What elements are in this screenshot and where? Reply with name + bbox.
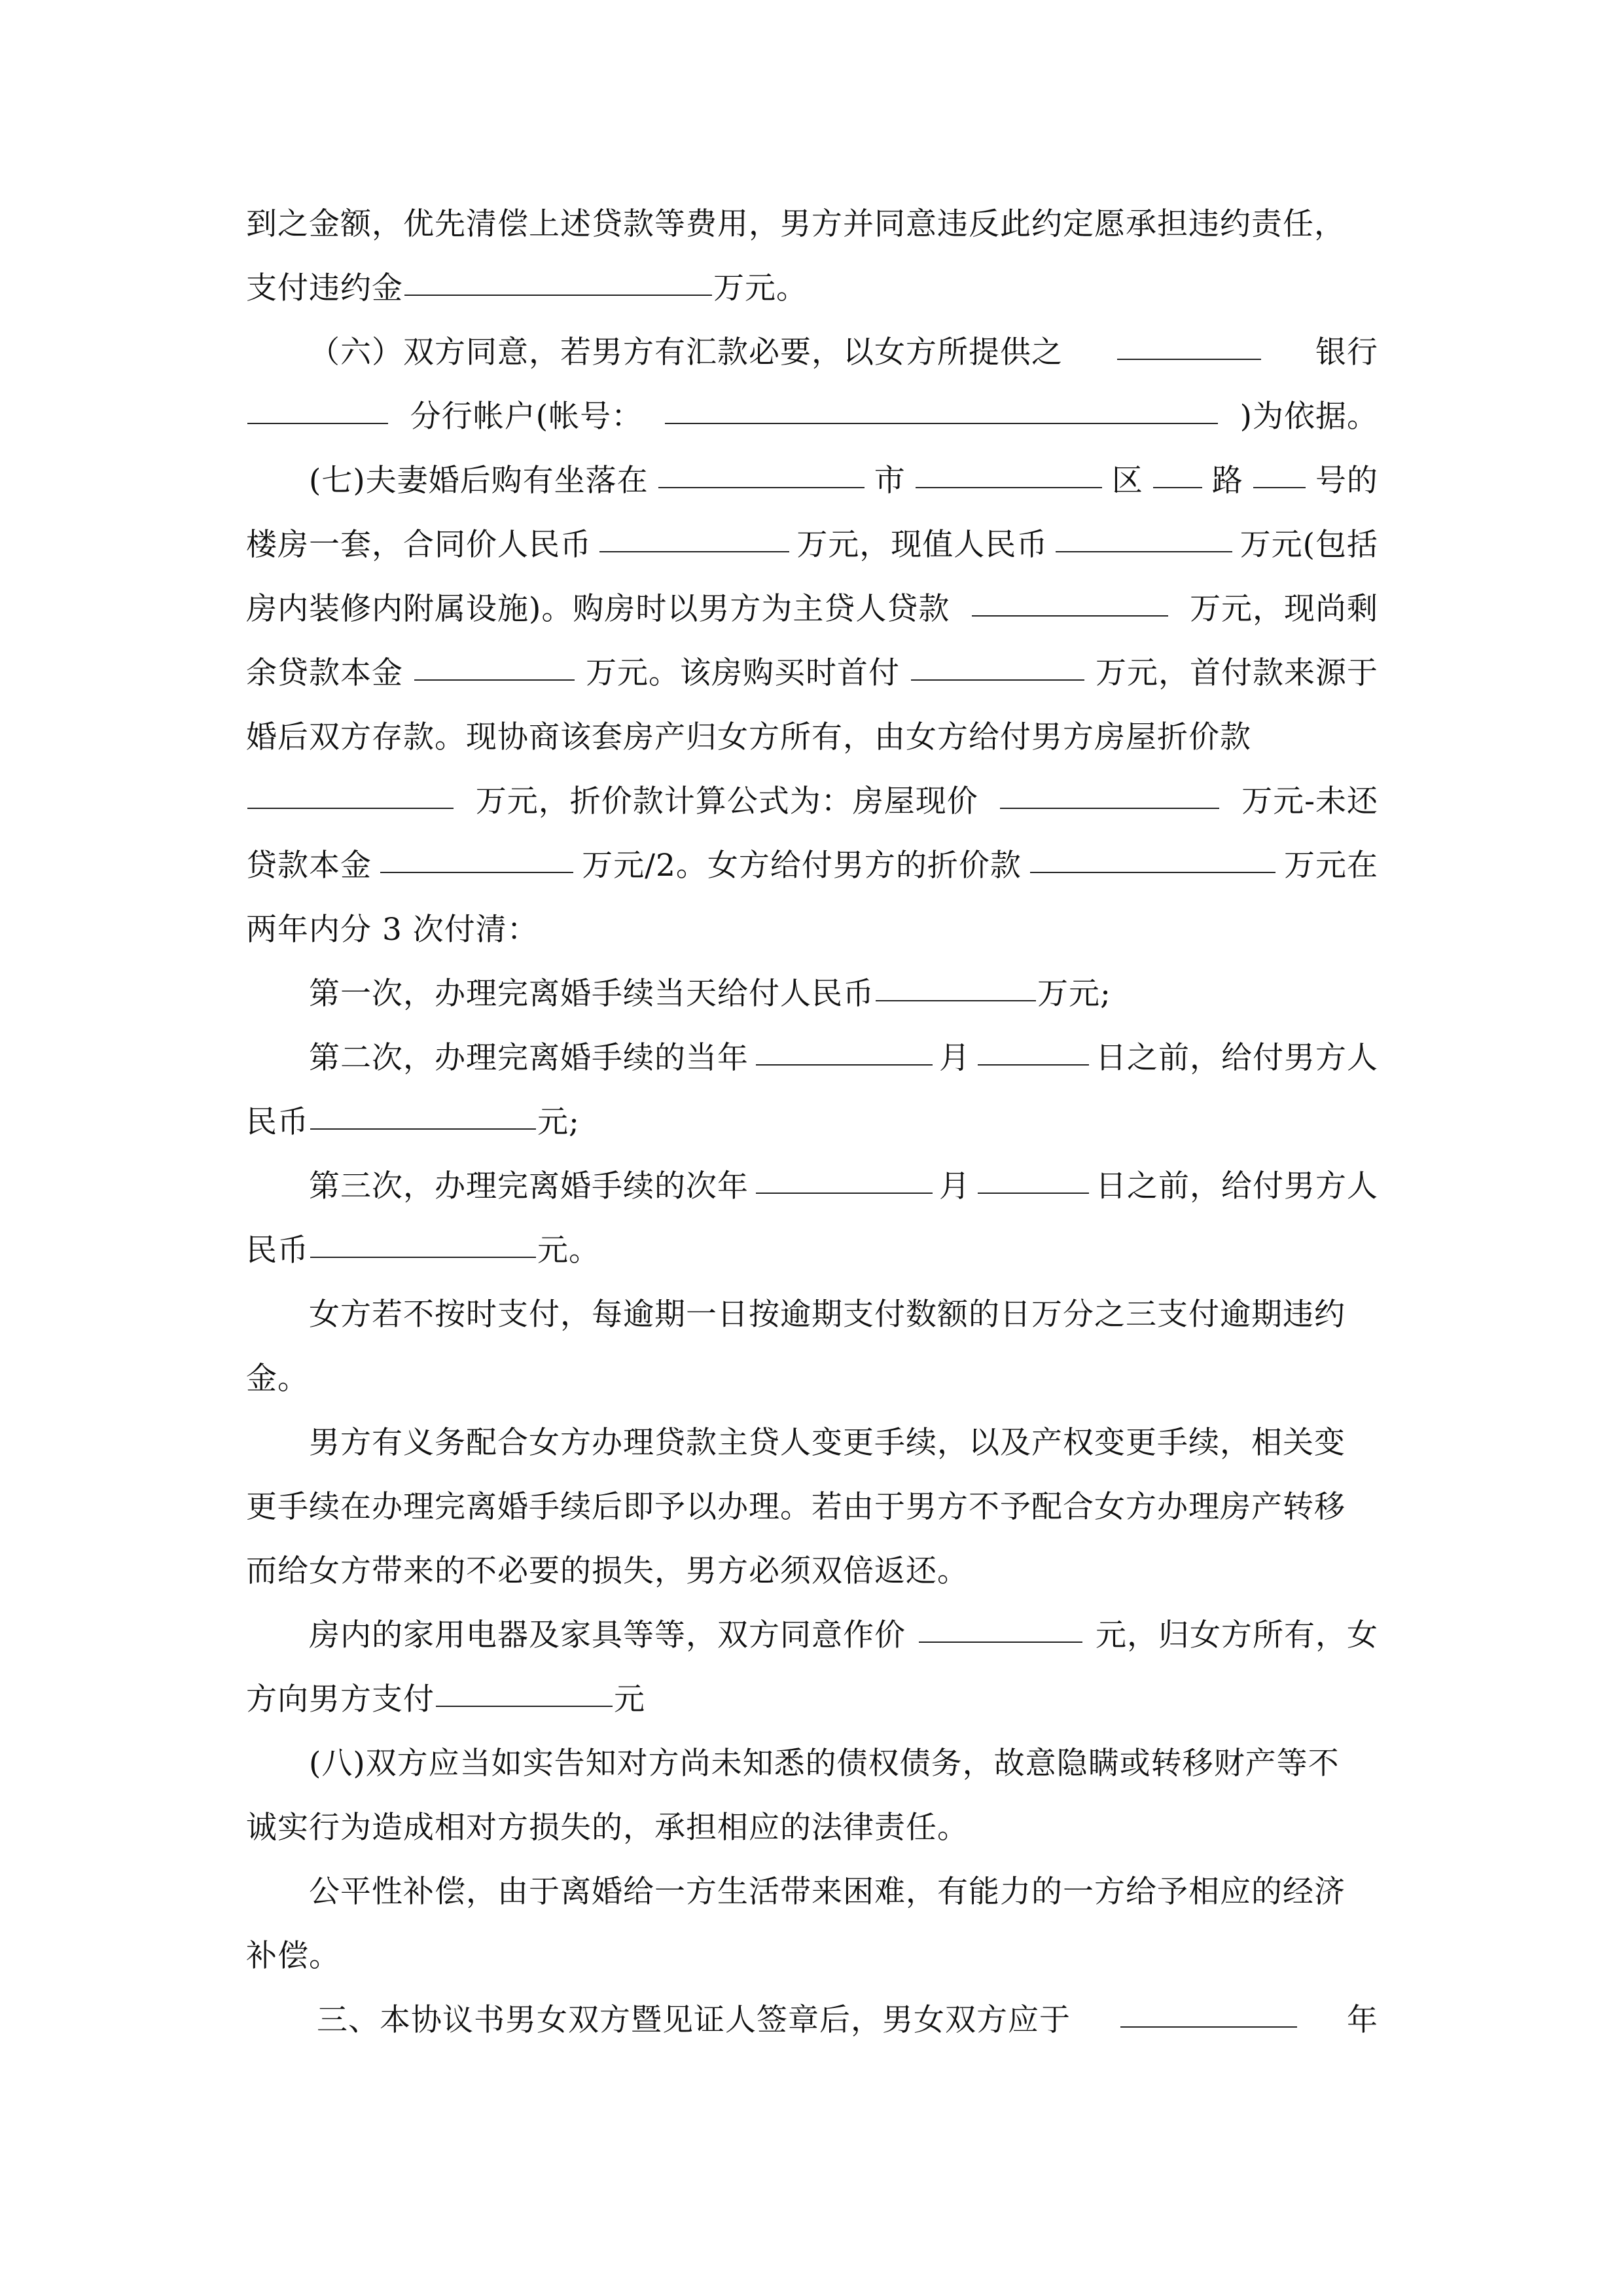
text-line-1 — [246, 192, 1378, 257]
text-line-13 — [246, 962, 1378, 1026]
fill-blank-branch[interactable] — [247, 384, 388, 424]
text-line-14 — [246, 1026, 1378, 1090]
text-segment: 万元，折价款计算公式为：房屋现价 — [475, 783, 978, 819]
fill-blank-remaining-principal[interactable] — [414, 640, 575, 681]
text-line-8 — [246, 641, 1378, 706]
text-segment: 万元/2。女方给付男方的折价款 — [582, 848, 1022, 884]
text-segment: 到之金额，优先清偿上述贷款等费用，男方并同意违反此约定愿承担违约责任， — [246, 206, 1346, 242]
text-segment: 日之前，给付男方人 — [1096, 1040, 1378, 1076]
text-segment: 第三次，办理完离婚手续的次年 — [309, 1168, 749, 1204]
text-segment: 第二次，办理完离婚手续的当年 — [309, 1040, 749, 1076]
text-line-2 — [246, 257, 1378, 321]
text-segment: 年 — [1347, 2002, 1378, 2038]
text-segment: 婚后双方存款。现协商该套房产归女方所有，由女方给付男方房屋折价款 — [246, 719, 1251, 755]
text-segment: 余贷款本金 — [246, 655, 403, 691]
text-segment: 区 — [1111, 463, 1143, 499]
text-segment: 万元-未还 — [1241, 783, 1378, 819]
text-segment: )为依据。 — [1240, 399, 1378, 435]
text-segment: 支付违约金 — [246, 270, 403, 306]
text-segment: 女方若不按时支付，每逾期一日按逾期支付数额的日万分之三支付逾期违约 — [309, 1297, 1346, 1333]
text-line-3 — [246, 321, 1378, 385]
text-segment: 房内装修内附属设施)。购房时以男方为主贷人贷款 — [246, 591, 950, 627]
text-segment: 补偿。 — [246, 1938, 340, 1974]
fill-blank-month-3[interactable] — [756, 1153, 933, 1194]
fill-blank-current-value[interactable] — [1056, 512, 1232, 552]
text-segment: 公平性补偿，由于离婚给一方生活带来困难，有能力的一方给予相应的经济 — [309, 1874, 1346, 1910]
text-line-27 — [246, 1860, 1378, 1924]
fill-blank-payment-to-husband[interactable] — [1030, 833, 1275, 873]
text-segment: 月 — [939, 1040, 971, 1076]
text-line-10 — [246, 770, 1378, 834]
text-segment: 路 — [1211, 463, 1243, 499]
fill-blank-loan-amount[interactable] — [972, 576, 1168, 617]
text-line-26 — [246, 1796, 1378, 1860]
text-segment: 万元; — [1037, 976, 1111, 1012]
text-segment: 元; — [537, 1104, 580, 1140]
fill-blank-unpaid-principal[interactable] — [380, 833, 573, 873]
fill-blank-year[interactable] — [1120, 1987, 1297, 2028]
text-segment: 分行帐户(帐号： — [410, 399, 643, 435]
text-segment: 万元，首付款来源于 — [1096, 655, 1378, 691]
text-line-17 — [246, 1219, 1378, 1283]
text-line-24 — [246, 1668, 1378, 1732]
text-line-6 — [246, 513, 1378, 577]
fill-blank-contract-price[interactable] — [599, 512, 789, 552]
text-segment: （六）双方同意，若男方有汇款必要，以女方所提供之 — [309, 334, 1063, 370]
fill-blank-appliance-payment[interactable] — [436, 1666, 613, 1707]
text-segment: 日之前，给付男方人 — [1096, 1168, 1378, 1204]
fill-blank-city[interactable] — [658, 448, 865, 488]
fill-blank-penalty[interactable] — [404, 255, 712, 296]
text-segment: 民币 — [246, 1104, 309, 1140]
text-segment: (八)双方应当如实告知对方尚未知悉的债权债务，故意隐瞒或转移财产等不 — [309, 1746, 1340, 1782]
text-segment: 万元，现尚剩 — [1190, 591, 1378, 627]
text-segment: 诚实行为造成相对方损失的，承担相应的法律责任。 — [246, 1810, 969, 1846]
text-segment: 银行 — [1315, 334, 1378, 370]
fill-blank-house-current-price[interactable] — [1000, 768, 1219, 809]
fill-blank-district[interactable] — [916, 448, 1102, 488]
text-segment: 民币 — [246, 1232, 309, 1268]
fill-blank-account-number[interactable] — [665, 384, 1218, 424]
text-segment: 更手续在办理完离婚手续后即予以办理。若由于男方不予配合女方办理房产转移 — [246, 1489, 1346, 1525]
fill-blank-bank[interactable] — [1117, 319, 1261, 360]
fill-blank-road[interactable] — [1153, 448, 1202, 488]
text-line-7 — [246, 577, 1378, 641]
text-segment: 元，归女方所有，女 — [1096, 1617, 1378, 1653]
text-segment: 号的 — [1315, 463, 1378, 499]
text-line-25 — [246, 1732, 1378, 1796]
text-segment: 房内的家用电器及家具等等，双方同意作价 — [309, 1617, 906, 1653]
fill-blank-down-payment[interactable] — [911, 640, 1084, 681]
text-line-5 — [246, 449, 1378, 513]
text-segment: 万元，现值人民币 — [796, 527, 1048, 563]
fill-blank-second-payment[interactable] — [310, 1089, 536, 1130]
text-segment: 男方有义务配合女方办理贷款主贷人变更手续，以及产权变更手续，相关变 — [309, 1425, 1346, 1461]
text-line-23 — [246, 1604, 1378, 1668]
fill-blank-third-payment[interactable] — [310, 1217, 536, 1258]
text-line-4 — [246, 385, 1378, 449]
text-segment: (七)夫妻婚后购有坐落在 — [309, 463, 649, 499]
text-line-28 — [246, 1924, 1378, 1988]
text-line-20 — [246, 1411, 1378, 1475]
text-line-29 — [246, 1988, 1378, 2053]
text-line-19 — [246, 1347, 1378, 1411]
text-segment: 两年内分 3 次付清： — [246, 912, 539, 948]
text-segment: 楼房一套，合同价人民币 — [246, 527, 592, 563]
text-segment: 万元在 — [1284, 848, 1378, 884]
text-segment: 市 — [874, 463, 906, 499]
text-segment: 三、本协议书男女双方暨见证人签章后，男女双方应于 — [317, 2002, 1071, 2038]
text-segment: 元。 — [537, 1232, 600, 1268]
fill-blank-first-payment[interactable] — [876, 961, 1036, 1001]
text-segment: 月 — [939, 1168, 971, 1204]
text-segment: 第一次，办理完离婚手续当天给付人民币 — [309, 976, 874, 1012]
text-segment: 元 — [614, 1681, 645, 1717]
text-line-22 — [246, 1539, 1378, 1604]
fill-blank-day-2[interactable] — [978, 1025, 1089, 1066]
text-line-18 — [246, 1283, 1378, 1347]
text-line-12 — [246, 898, 1378, 962]
text-segment: 万元(包括 — [1240, 527, 1378, 563]
text-segment: 金。 — [246, 1361, 309, 1397]
text-segment: 方向男方支付 — [246, 1681, 435, 1717]
fill-blank-day-3[interactable] — [978, 1153, 1089, 1194]
fill-blank-month-2[interactable] — [756, 1025, 933, 1066]
text-segment: 万元。该房购买时首付 — [586, 655, 900, 691]
text-line-15 — [246, 1090, 1378, 1155]
text-segment: 而给女方带来的不必要的损失，男方必须双倍返还。 — [246, 1553, 969, 1589]
text-segment: 贷款本金 — [246, 848, 372, 884]
fill-blank-discount-amount[interactable] — [247, 768, 454, 809]
text-line-21 — [246, 1475, 1378, 1539]
fill-blank-number[interactable] — [1253, 448, 1306, 488]
fill-blank-appliance-price[interactable] — [919, 1602, 1082, 1643]
text-line-16 — [246, 1155, 1378, 1219]
text-line-9 — [246, 706, 1378, 770]
text-segment: 万元。 — [713, 270, 808, 306]
text-line-11 — [246, 834, 1378, 898]
document-page — [246, 192, 1378, 2053]
